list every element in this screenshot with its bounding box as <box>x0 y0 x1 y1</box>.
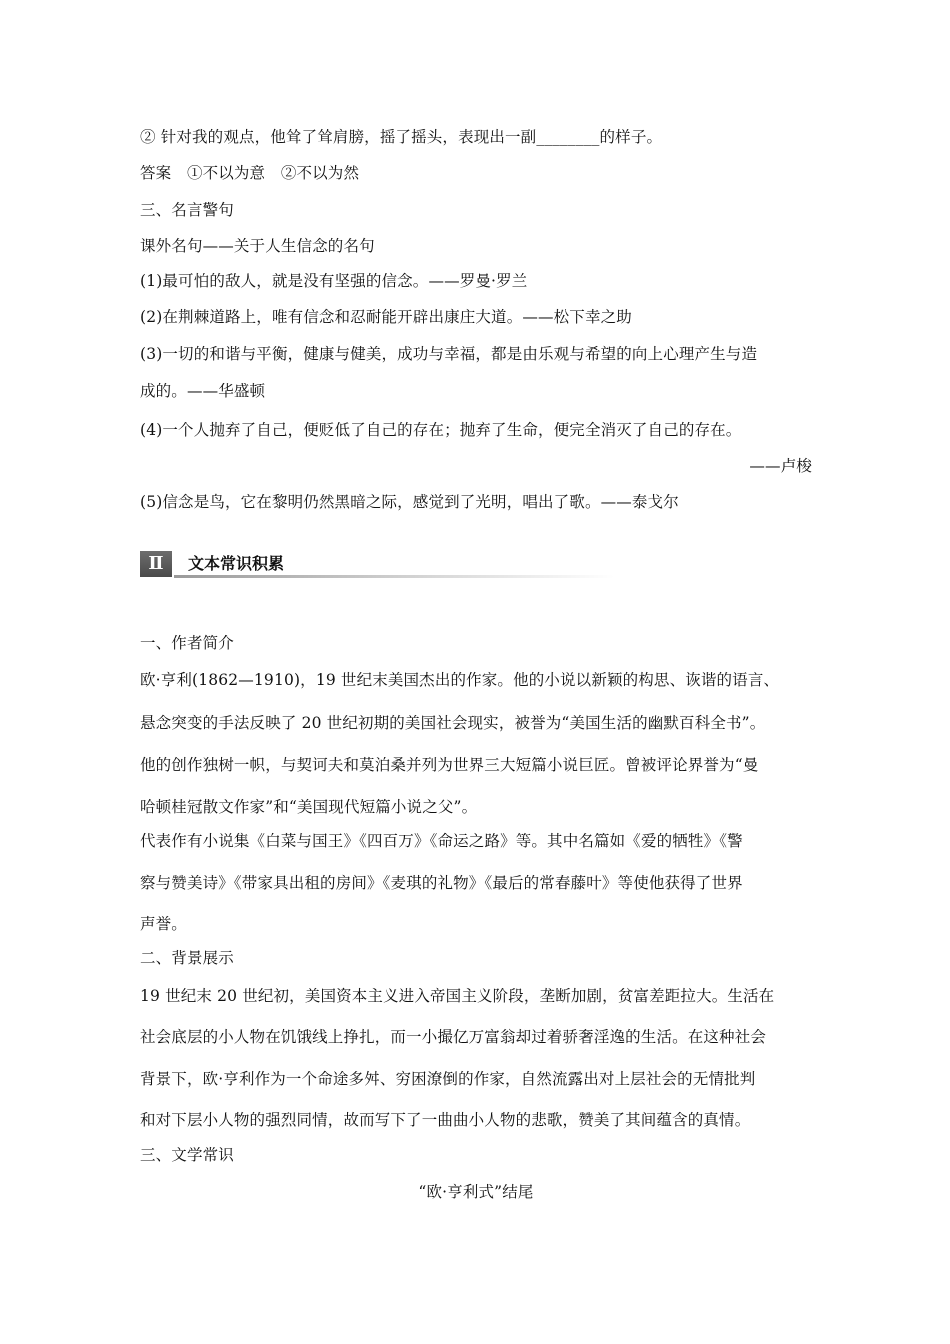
heading-author: 一、作者简介 <box>140 634 234 652</box>
quote-3: (3)一切的和谐与平衡，健康与健美，成功与幸福，都是由乐观与希望的向上心理产生与造 <box>140 345 758 363</box>
quote-4: (4)一个人抛弃了自己，便贬低了自己的存在；抛弃了生命，便完全消灭了自己的存在。 <box>140 421 742 439</box>
author-para-1: 欧·亨利(1862—1910)，19 世纪末美国杰出的作家。他的小说以新颖的构思、诙谐的语言、 <box>140 671 780 689</box>
works-para-2: 察与赞美诗》《带家具出租的房间》《麦琪的礼物》《最后的常春藤叶》等使他获得了世界 <box>140 874 743 892</box>
section-number-badge: Ⅱ <box>140 551 172 577</box>
section-title: 文本常识积累 <box>188 554 285 573</box>
quote-5: (5)信念是鸟，它在黎明仍然黑暗之际，感觉到了光明，唱出了歌。——泰戈尔 <box>140 493 679 511</box>
quotes-subtitle: 课外名句——关于人生信念的名句 <box>140 237 375 255</box>
author-para-2: 悬念突变的手法反映了 20 世纪初期的美国社会现实，被誉为“美国生活的幽默百科全书”。 <box>140 714 766 732</box>
heading-background: 二、背景展示 <box>140 949 234 967</box>
author-para-3: 他的创作独树一帜，与契诃夫和莫泊桑并列为世界三大短篇小说巨匠。曾被评论界誉为“曼 <box>140 756 759 774</box>
background-para-3: 背景下，欧·亨利作为一个命途多舛、穷困潦倒的作家，自然流露出对上层社会的无情批判 <box>140 1070 756 1088</box>
background-para-4: 和对下层小人物的强烈同情，故而写下了一曲曲小人物的悲歌，赞美了其间蕴含的真情。 <box>140 1111 751 1129</box>
works-para-1: 代表作有小说集《白菜与国王》《四百万》《命运之路》等。其中名篇如《爱的牺牲》《警 <box>140 832 743 850</box>
quote-2: (2)在荆棘道路上，唯有信念和忍耐能开辟出康庄大道。——松下幸之助 <box>140 308 632 326</box>
heading-literary: 三、文学常识 <box>140 1146 234 1164</box>
background-para-2: 社会底层的小人物在饥饿线上挣扎，而一小撮亿万富翁却过着骄奢淫逸的生活。在这种社会 <box>140 1028 767 1046</box>
section-header <box>140 551 812 577</box>
background-para-1: 19 世纪末 20 世纪初，美国资本主义进入帝国主义阶段，垄断加剧，贫富差距拉大。生活在 <box>140 987 775 1005</box>
exercise-line-2: ② 针对我的观点，他耸了耸肩膀，摇了摇头，表现出一副________的样子。 <box>140 128 663 146</box>
author-para-4: 哈顿桂冠散文作家”和“美国现代短篇小说之父”。 <box>140 798 478 816</box>
quote-1: (1)最可怕的敌人，就是没有坚强的信念。——罗曼·罗兰 <box>140 272 528 290</box>
answer-line: 答案 ①不以为意 ②不以为然 <box>140 164 360 182</box>
quote-3-cont: 成的。——华盛顿 <box>140 382 266 400</box>
heading-quotes: 三、名言警句 <box>140 201 234 219</box>
works-para-3: 声誉。 <box>140 915 187 933</box>
section-underline <box>174 575 614 578</box>
quote-4-author: ——卢梭 <box>749 457 812 475</box>
literary-subtitle: “欧·亨利式”结尾 <box>418 1183 534 1201</box>
